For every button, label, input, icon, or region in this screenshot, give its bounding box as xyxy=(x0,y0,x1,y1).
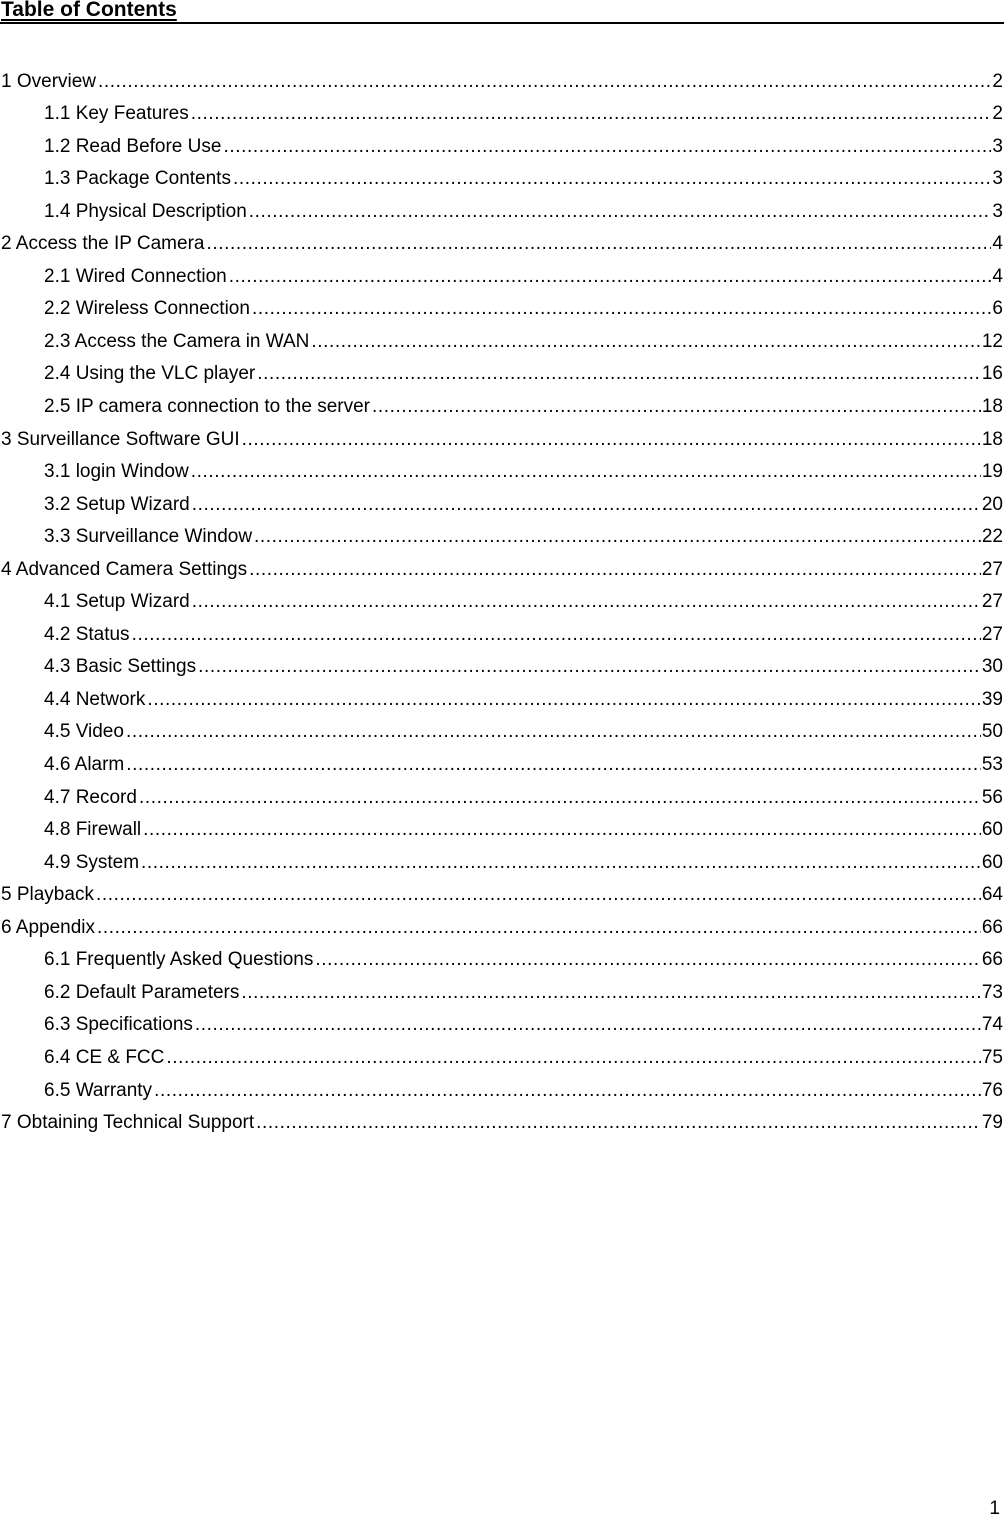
toc-entry-label[interactable]: 4.7 Record xyxy=(44,786,137,808)
toc-entry[interactable] xyxy=(0,1004,1004,1037)
dot-leader xyxy=(241,982,980,1004)
toc-entry[interactable] xyxy=(0,548,1004,581)
toc-entry-page[interactable]: 20 xyxy=(981,493,1003,515)
dot-leader xyxy=(132,624,981,646)
toc-entry-page[interactable]: 66 xyxy=(981,949,1003,971)
toc-entry-label[interactable]: 4.4 Network xyxy=(44,688,146,710)
toc-entry[interactable] xyxy=(0,711,1004,744)
dot-leader xyxy=(126,754,981,776)
toc-entry[interactable] xyxy=(0,483,1004,516)
toc-entry-page[interactable]: 27 xyxy=(981,591,1003,613)
dot-leader xyxy=(229,266,992,288)
dot-leader xyxy=(97,917,981,939)
dot-leader xyxy=(372,396,981,418)
toc-entry-label[interactable]: 6.2 Default Parameters xyxy=(44,981,240,1003)
toc-entry[interactable] xyxy=(0,776,1004,809)
toc-entry-page[interactable]: 60 xyxy=(981,851,1003,873)
toc-entry-page[interactable]: 6 xyxy=(992,298,1003,320)
dot-leader xyxy=(166,1047,980,1069)
toc-entry[interactable] xyxy=(0,125,1004,158)
toc-entry[interactable] xyxy=(0,320,1004,353)
toc-entry-label[interactable]: 4.9 System xyxy=(44,851,140,873)
toc-entry-page[interactable]: 39 xyxy=(981,688,1003,710)
toc-entry-page[interactable]: 64 xyxy=(981,884,1003,906)
toc-entry-label[interactable]: 4 Advanced Camera Settings xyxy=(1,558,248,580)
toc-entry-label[interactable]: 1.1 Key Features xyxy=(44,103,189,125)
dot-leader xyxy=(143,819,981,841)
toc-entry-label[interactable]: 6.1 Frequently Asked Questions xyxy=(44,949,314,971)
toc-entry[interactable] xyxy=(0,971,1004,1004)
toc-entry-label[interactable]: 1.3 Package Contents xyxy=(44,168,231,190)
toc-entry-page[interactable]: 12 xyxy=(981,330,1003,352)
toc-entry-label[interactable]: 2.4 Using the VLC player xyxy=(44,363,256,385)
toc-entry[interactable] xyxy=(0,874,1004,907)
dot-leader xyxy=(242,429,981,451)
dot-leader xyxy=(195,1014,981,1036)
dot-leader xyxy=(249,201,992,223)
dot-leader xyxy=(141,852,981,874)
toc-entry-label[interactable]: 6.5 Warranty xyxy=(44,1079,153,1101)
toc-entry-label[interactable]: 6.4 CE & FCC xyxy=(44,1046,165,1068)
dot-leader xyxy=(311,331,980,353)
toc-entry-page[interactable]: 79 xyxy=(981,1112,1003,1134)
toc-entry-label[interactable]: 2.5 IP camera connection to the server xyxy=(44,396,370,418)
toc-list xyxy=(0,60,1004,1134)
toc-entry[interactable] xyxy=(0,93,1004,126)
toc-entry-page[interactable]: 75 xyxy=(981,1046,1003,1068)
toc-entry[interactable] xyxy=(0,223,1004,256)
toc-entry-label[interactable]: 3.3 Surveillance Window xyxy=(44,526,253,548)
toc-entry-label[interactable]: 3.1 login Window xyxy=(44,461,189,483)
toc-entry-label[interactable]: 1.4 Physical Description xyxy=(44,200,247,222)
toc-entry-page[interactable]: 27 xyxy=(981,623,1003,645)
toc-entry[interactable] xyxy=(0,451,1004,484)
toc-entry[interactable] xyxy=(0,288,1004,321)
toc-entry[interactable] xyxy=(0,743,1004,776)
dot-leader xyxy=(139,787,981,809)
toc-entry-page[interactable]: 4 xyxy=(992,233,1003,255)
toc-entry[interactable] xyxy=(0,255,1004,288)
toc-entry[interactable] xyxy=(0,939,1004,972)
toc-entry-label[interactable]: 6 Appendix xyxy=(1,916,96,938)
dot-leader xyxy=(206,233,991,255)
toc-entry-page[interactable]: 50 xyxy=(981,721,1003,743)
toc-entry[interactable] xyxy=(0,353,1004,386)
dot-leader xyxy=(192,494,981,516)
toc-entry[interactable] xyxy=(0,516,1004,549)
toc-entry-label[interactable]: 1.2 Read Before Use xyxy=(44,135,222,157)
toc-entry-label[interactable]: 4.5 Video xyxy=(44,721,124,743)
dot-leader xyxy=(257,363,981,385)
toc-entry-label[interactable]: 4.1 Setup Wizard xyxy=(44,591,190,613)
dot-leader xyxy=(96,884,981,906)
toc-entry-page[interactable]: 19 xyxy=(981,461,1003,483)
toc-entry-page[interactable]: 27 xyxy=(981,558,1003,580)
toc-entry[interactable] xyxy=(0,906,1004,939)
toc-entry[interactable] xyxy=(0,613,1004,646)
toc-entry[interactable] xyxy=(0,1102,1004,1135)
toc-entry-label[interactable]: 3.2 Setup Wizard xyxy=(44,493,190,515)
toc-entry[interactable] xyxy=(0,418,1004,451)
toc-entry[interactable] xyxy=(0,841,1004,874)
toc-entry-page[interactable]: 22 xyxy=(981,526,1003,548)
toc-entry-label[interactable]: 7 Obtaining Technical Support xyxy=(1,1112,255,1134)
toc-entry[interactable] xyxy=(0,678,1004,711)
toc-entry-label[interactable]: 2.3 Access the Camera in WAN xyxy=(44,330,310,352)
toc-entry[interactable] xyxy=(0,158,1004,191)
toc-entry[interactable] xyxy=(0,1036,1004,1069)
toc-entry[interactable] xyxy=(0,190,1004,223)
toc-entry-page[interactable]: 74 xyxy=(981,1014,1003,1036)
toc-entry-page[interactable]: 18 xyxy=(981,428,1003,450)
dot-leader xyxy=(252,298,991,320)
toc-entry-label[interactable]: 5 Playback xyxy=(1,884,94,906)
toc-entry-page[interactable]: 3 xyxy=(992,200,1003,222)
toc-entry-page[interactable]: 66 xyxy=(981,916,1003,938)
toc-entry[interactable] xyxy=(0,646,1004,679)
dot-leader xyxy=(223,136,991,158)
toc-entry-label[interactable]: 3 Surveillance Software GUI xyxy=(1,428,240,450)
page-title: Table of Contents xyxy=(1,0,177,21)
page-number: 1 xyxy=(989,1498,1000,1519)
toc-entry[interactable] xyxy=(0,60,1004,93)
toc-entry-page[interactable]: 3 xyxy=(992,135,1003,157)
dot-leader xyxy=(256,1112,981,1134)
dot-leader xyxy=(192,591,981,613)
dot-leader xyxy=(191,461,981,483)
dot-leader xyxy=(98,71,991,93)
toc-entry-label[interactable]: 6.3 Specifications xyxy=(44,1014,193,1036)
toc-entry-page[interactable]: 30 xyxy=(981,656,1003,678)
toc-entry-label[interactable]: 4.8 Firewall xyxy=(44,819,142,841)
toc-entry-label[interactable]: 2 Access the IP Camera xyxy=(1,233,205,255)
dot-leader xyxy=(315,949,981,971)
dot-leader xyxy=(147,689,980,711)
toc-entry-label[interactable]: 2.2 Wireless Connection xyxy=(44,298,250,320)
toc-entry-page[interactable]: 73 xyxy=(981,981,1003,1003)
toc-entry-page[interactable]: 60 xyxy=(981,819,1003,841)
dot-leader xyxy=(154,1080,981,1102)
toc-entry-page[interactable]: 18 xyxy=(981,396,1003,418)
toc-entry-label[interactable]: 1 Overview xyxy=(1,70,97,92)
toc-entry-label[interactable]: 4.2 Status xyxy=(44,623,130,645)
toc-entry-page[interactable]: 56 xyxy=(981,786,1003,808)
toc-header xyxy=(0,0,1004,24)
toc-entry[interactable] xyxy=(0,1069,1004,1102)
dot-leader xyxy=(198,656,981,678)
toc-entry-label[interactable]: 2.1 Wired Connection xyxy=(44,265,227,287)
toc-entry[interactable] xyxy=(0,809,1004,842)
toc-entry-page[interactable]: 3 xyxy=(992,168,1003,190)
dot-leader xyxy=(126,721,981,743)
toc-entry-page[interactable]: 16 xyxy=(981,363,1003,385)
toc-entry-page[interactable]: 76 xyxy=(981,1079,1003,1101)
toc-entry[interactable] xyxy=(0,385,1004,418)
toc-entry-page[interactable]: 53 xyxy=(981,754,1003,776)
dot-leader xyxy=(233,168,991,190)
toc-entry-page[interactable]: 4 xyxy=(992,265,1003,287)
dot-leader xyxy=(191,103,992,125)
dot-leader xyxy=(254,526,981,548)
toc-entry[interactable] xyxy=(0,581,1004,614)
toc-entry-page[interactable]: 2 xyxy=(992,70,1003,92)
toc-entry-label[interactable]: 4.3 Basic Settings xyxy=(44,656,197,678)
toc-entry-label[interactable]: 4.6 Alarm xyxy=(44,754,125,776)
toc-entry-page[interactable]: 2 xyxy=(992,103,1003,125)
dot-leader xyxy=(249,559,981,581)
